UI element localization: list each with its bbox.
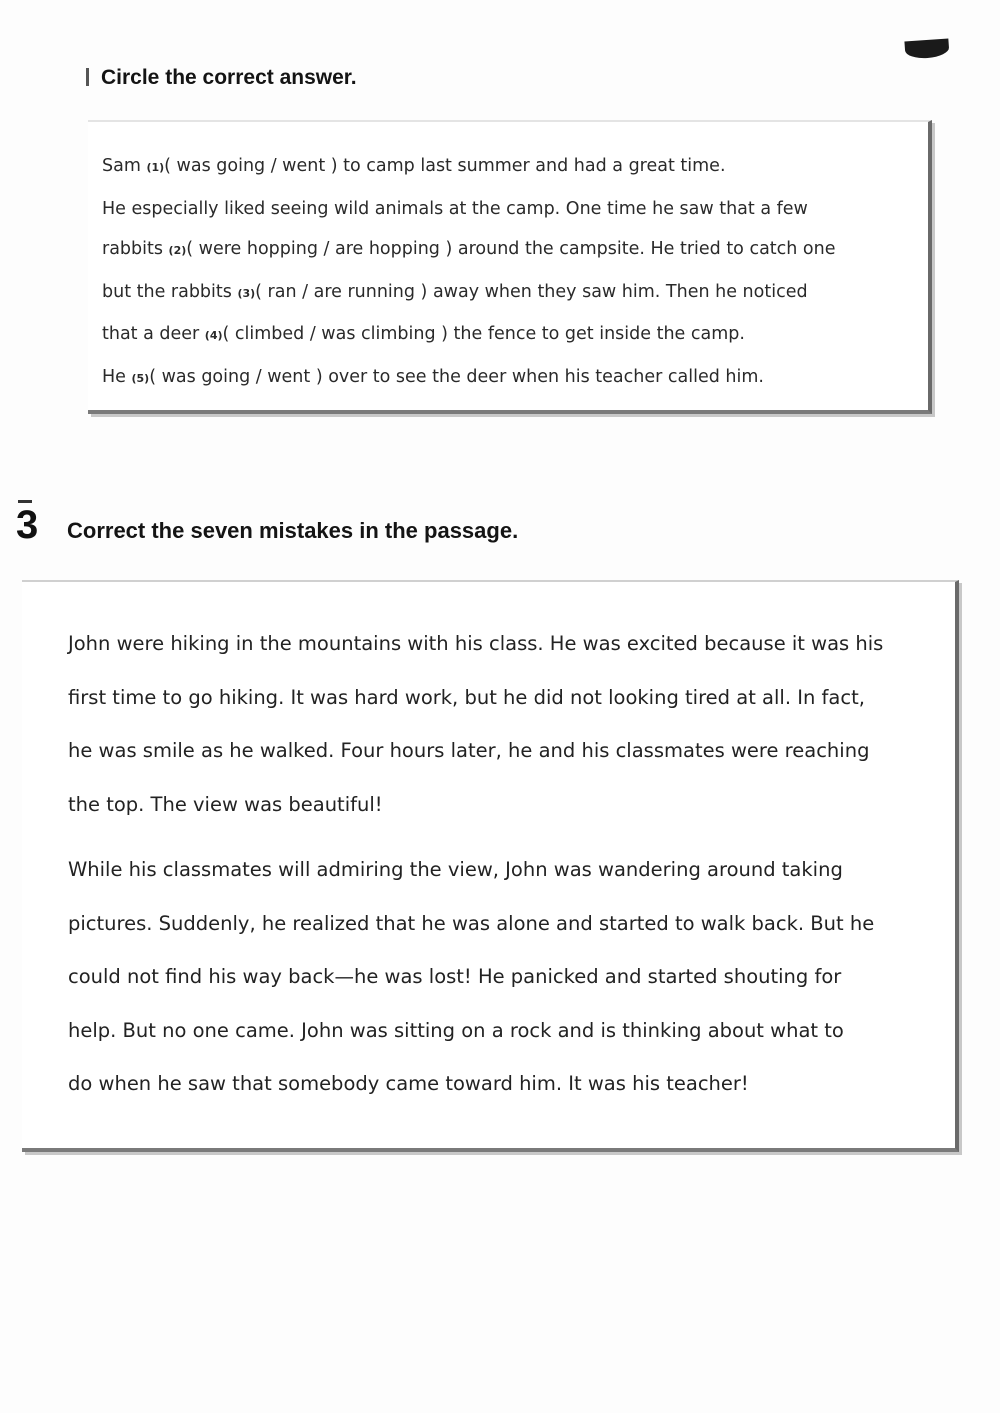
passage-line: While his classmates will admiring the view, John was wandering around taking [68, 858, 843, 881]
passage-line: could not find his way back—he was lost! He panicked and started shouting for [68, 965, 842, 988]
gap-number: (2) [168, 244, 187, 257]
passage-line: first time to go hiking. It was hard work, but he did not looking tired at all. In fact, [68, 685, 865, 709]
passage-line [102, 272, 902, 315]
gap-number: (5) [131, 371, 150, 385]
exercise-a-passage [102, 146, 902, 399]
passage-text: ( ran / are running ) away when they saw him. Then he noticed [255, 281, 808, 302]
passage-text: ( was going / went ) over to see the deer when his teacher called him. [149, 366, 764, 387]
passage-line [102, 357, 902, 400]
page-corner-mark [904, 38, 949, 59]
exercise-a-instruction: Circle the correct answer. [101, 66, 357, 89]
gap-number: (1) [146, 161, 165, 174]
passage-text: ( was going / went ) to camp last summer and had a great time. [164, 156, 726, 176]
passage-text: ( climbed / was climbing ) the fence to get inside the camp. [222, 324, 745, 344]
exercise-b-number: 3 [16, 500, 50, 550]
passage-line: pictures. Suddenly, he realized that he was alone and started to walk back. But he [68, 911, 875, 935]
passage-text: ( were hopping / are hopping ) around the campsite. He tried to catch one [186, 239, 836, 259]
passage-text: rabbits [102, 239, 169, 259]
passage-text: He [102, 366, 132, 387]
passage-text: He especially liked seeing wild animals at the camp. One time he saw that a few [102, 198, 808, 219]
gap-number: (3) [237, 286, 256, 300]
exercise-number-mark [86, 68, 89, 86]
passage-line [102, 189, 902, 230]
passage-line [102, 229, 902, 272]
passage-line: the top. The view was beautiful! [68, 792, 383, 816]
passage-line: John were hiking in the mountains with his class. He was excited because it was his [68, 632, 884, 655]
passage-text: but the rabbits [102, 281, 238, 302]
exercise-b-passage [68, 617, 938, 1111]
exercise-b-instruction: Correct the seven mistakes in the passage. [67, 518, 519, 543]
gap-number: (4) [204, 329, 223, 342]
passage-line [102, 146, 902, 189]
passage-line: he was smile as he walked. Four hours later, he and his classmates were reaching [68, 739, 870, 762]
passage-text: that a deer [102, 324, 205, 344]
paragraph-gap [68, 831, 938, 843]
passage-line [102, 314, 902, 357]
passage-line: do when he saw that somebody came toward him. It was his teacher! [68, 1072, 749, 1095]
passage-line: help. But no one came. John was sitting on a rock and is thinking about what to [68, 1018, 844, 1042]
passage-text: Sam [102, 156, 147, 176]
